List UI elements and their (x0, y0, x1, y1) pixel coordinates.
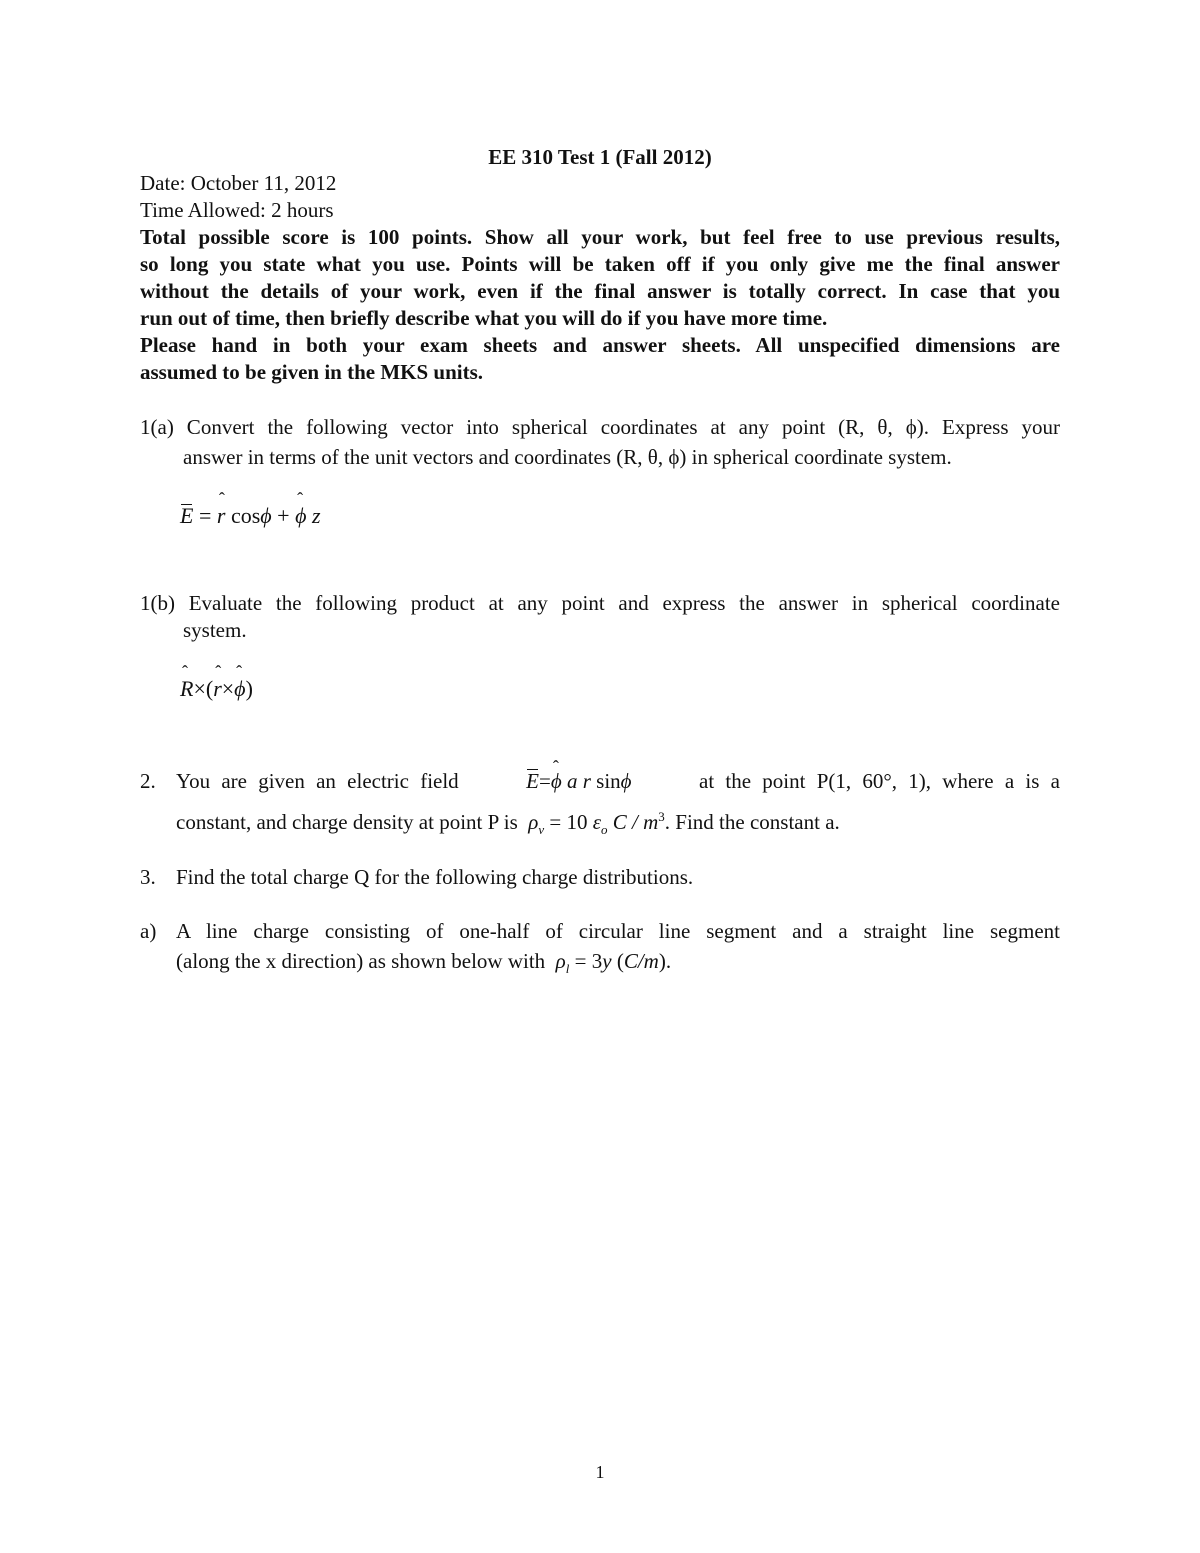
instructions-line-3: without the details of your work, even if the final answer is totally correct. In case that you (140, 279, 1060, 303)
question-2-text-end: at the point P(1, 60°, 1), where a is a (699, 769, 1060, 793)
question-1b-line-1: 1(b) Evaluate the following product at any point and express the answer in spherical coordinate (140, 591, 1060, 615)
question-1a-line-2: answer in terms of the unit vectors and coordinates (R, θ, ϕ) in spherical coordinate system. (183, 445, 952, 469)
question-3a-line-2 (176, 948, 671, 982)
time-allowed: Time Allowed: 2 hours (140, 198, 334, 222)
equation-1a: E = ˆ r cosϕ + ˆ ϕ z (180, 503, 321, 529)
question-3a-line-1: A line charge consisting of one-half of circular line segment and a straight line segment (176, 919, 1060, 943)
instructions-line-4: run out of time, then briefly describe what you will do if you have more time. (140, 306, 828, 330)
question-2-text-line2: constant, and charge density at point P is (176, 810, 518, 834)
question-3a-label: a) (140, 919, 157, 943)
question-1b-line-2: system. (183, 618, 247, 642)
question-3-number: 3. (140, 865, 156, 889)
question-2-line-1 (176, 768, 1060, 795)
equation-2-field: E=ˆ ϕ a r sinϕ (526, 768, 631, 795)
exam-title: EE 310 Test 1 (Fall 2012) (488, 145, 712, 169)
exam-date: Date: October 11, 2012 (140, 171, 337, 195)
instructions-line-1: Total possible score is 100 points. Show all your work, but feel free to use previous results, (140, 225, 1060, 249)
instructions-line-2: so long you state what you use. Points will be taken off if you only give me the final answer (140, 252, 1060, 276)
question-3a-text: (along the x direction) as shown below with (176, 949, 546, 973)
question-2-line-2 (176, 803, 840, 843)
instructions-line-5: Please hand in both your exam sheets and answer sheets. All unspecified dimensions are (140, 333, 1060, 357)
question-2-text-line2-end: . Find the constant a. (664, 810, 840, 834)
question-2-number: 2. (140, 769, 156, 793)
question-2-text-start: You are given an electric field (176, 769, 459, 793)
equation-2-density: $\rho_v = 10$ $\varepsilon_o$ C / $m^3$ (523, 809, 665, 838)
instructions-line-6: assumed to be given in the MKS units. (140, 360, 484, 384)
question-3-line-1: Find the total charge Q for the following charge distributions. (176, 865, 694, 889)
page-number: 1 (595, 1462, 605, 1482)
question-1a-line-1: 1(a) Convert the following vector into spherical coordinates at any point (R, θ, ϕ). Express your (140, 415, 1060, 439)
equation-3a-density: $\rho_l = 3y$ (C/m). (550, 949, 672, 977)
equation-1b: ˆ R×(ˆ r×ˆ ϕ) (180, 676, 253, 702)
